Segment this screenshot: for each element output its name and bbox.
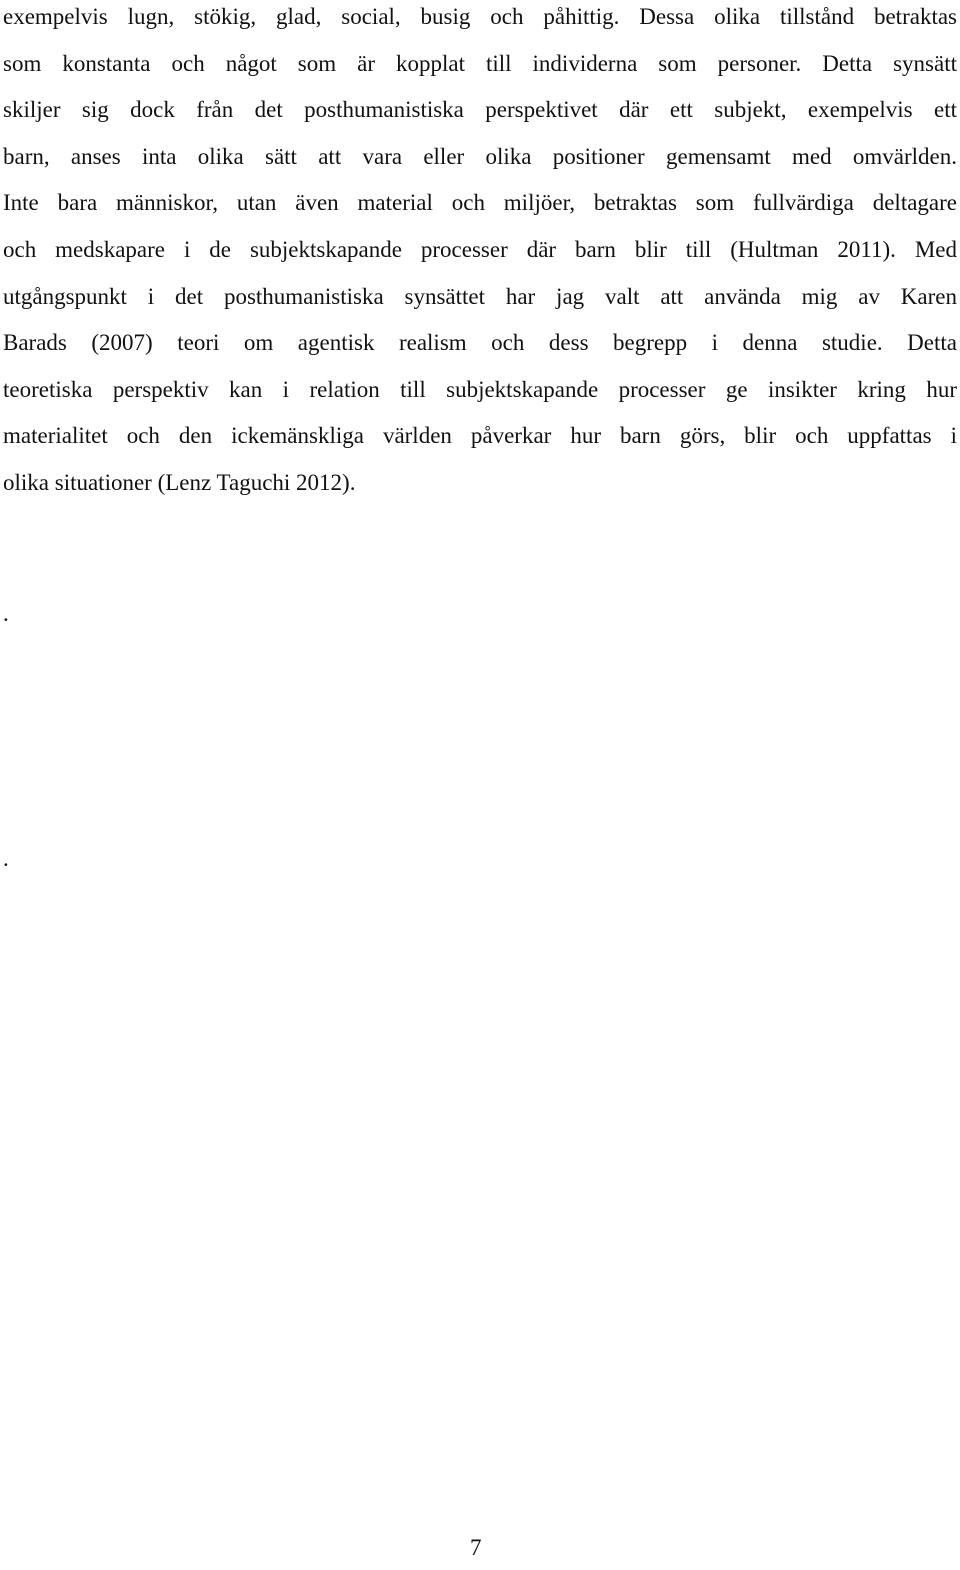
paragraph-line: som konstanta och något som är kopplat till individerna som personer. Detta synsätt	[3, 50, 957, 76]
paragraph-line: teoretiska perspektiv kan i relation till subjektskapande processer ge insikter kring hur	[3, 376, 957, 402]
paragraph-line: utgångspunkt i det posthumanistiska synsättet har jag valt att använda mig av Karen	[3, 283, 957, 309]
paragraph-line: och medskapare i de subjektskapande processer där barn blir till (Hultman 2011). Med	[3, 236, 957, 262]
stray-period: .	[3, 846, 9, 871]
paragraph-line: barn, anses inta olika sätt att vara eller olika positioner gemensamt med omvärlden.	[3, 143, 957, 169]
paragraph-line: exempelvis lugn, stökig, glad, social, busig och påhittig. Dessa olika tillstånd betraktas	[3, 4, 957, 29]
paragraph-line: olika situationer (Lenz Taguchi 2012).	[3, 469, 356, 495]
paragraph-line: skiljer sig dock från det posthumanistiska perspektivet där ett subjekt, exempelvis ett	[3, 97, 957, 123]
page-number: 7	[470, 1535, 482, 1560]
paragraph-line: Inte bara människor, utan även material och miljöer, betraktas som fullvärdiga deltagare	[3, 190, 957, 216]
stray-period: .	[3, 601, 9, 626]
paragraph-line: Barads (2007) teori om agentisk realism och dess begrepp i denna studie. Detta	[3, 330, 957, 356]
body-paragraph	[3, 0, 957, 507]
paragraph-line: materialitet och den ickemänskliga världen påverkar hur barn görs, blir och uppfattas i	[3, 423, 957, 449]
